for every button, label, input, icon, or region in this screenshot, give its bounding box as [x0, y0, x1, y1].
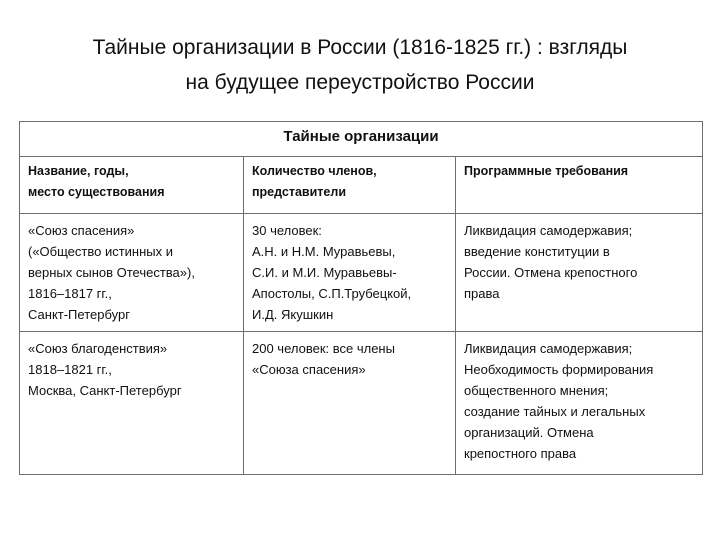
header-name-years-place	[20, 157, 244, 214]
header-members	[244, 157, 456, 214]
cell-members	[244, 214, 456, 332]
table-row	[20, 332, 703, 475]
cell-program	[456, 332, 703, 475]
cell-line: Москва, Санкт-Петербург	[28, 383, 182, 398]
header-line: Количество членов,	[252, 164, 377, 178]
cell-line: 1816–1817 гг.,	[28, 286, 112, 301]
cell-line: И.Д. Якушкин	[252, 307, 334, 322]
cell-program	[456, 214, 703, 332]
slide-title	[30, 30, 690, 100]
header-line: Название, годы,	[28, 164, 129, 178]
cell-line: С.И. и М.И. Муравьевы-	[252, 265, 397, 280]
table-caption-row	[20, 122, 703, 157]
header-line: Программные требования	[464, 164, 629, 178]
cell-line: введение конституции в	[464, 244, 610, 259]
cell-line: («Общество истинных и	[28, 244, 174, 259]
slide-title-line-1: Тайные организации в России (1816-1825 гг.) : взгляды	[92, 36, 628, 59]
cell-line: крепостного права	[464, 446, 577, 461]
header-line: место существования	[28, 185, 165, 199]
cell-line: общественного мнения;	[464, 383, 609, 398]
cell-line: верных сынов Отечества»),	[28, 265, 195, 280]
cell-name	[20, 332, 244, 475]
cell-name	[20, 214, 244, 332]
cell-line: 200 человек: все члены	[252, 341, 395, 356]
secret-organizations-table	[19, 121, 703, 475]
cell-line: 1818–1821 гг.,	[28, 362, 112, 377]
cell-members	[244, 332, 456, 475]
cell-line: создание тайных и легальных	[464, 404, 646, 419]
table-header-row	[20, 157, 703, 214]
table-row	[20, 214, 703, 332]
cell-line: России. Отмена крепостного	[464, 265, 638, 280]
cell-line: А.Н. и Н.М. Муравьевы,	[252, 244, 396, 259]
slide-title-line-2: на будущее переустройство России	[185, 71, 535, 94]
cell-line: «Союз спасения»	[28, 223, 135, 238]
cell-line: Ликвидация самодержавия;	[464, 223, 633, 238]
cell-line: права	[464, 286, 500, 301]
table-caption: Тайные организации	[20, 122, 703, 157]
header-line: представители	[252, 185, 347, 199]
cell-line: 30 человек:	[252, 223, 322, 238]
cell-line: «Союза спасения»	[252, 362, 366, 377]
cell-line: Апостолы, С.П.Трубецкой,	[252, 286, 412, 301]
cell-line: Ликвидация самодержавия;	[464, 341, 633, 356]
cell-line: «Союз благоденствия»	[28, 341, 168, 356]
cell-line: Санкт-Петербург	[28, 307, 130, 322]
header-program	[456, 157, 703, 214]
cell-line: организаций. Отмена	[464, 425, 594, 440]
cell-line: Необходимость формирования	[464, 362, 654, 377]
